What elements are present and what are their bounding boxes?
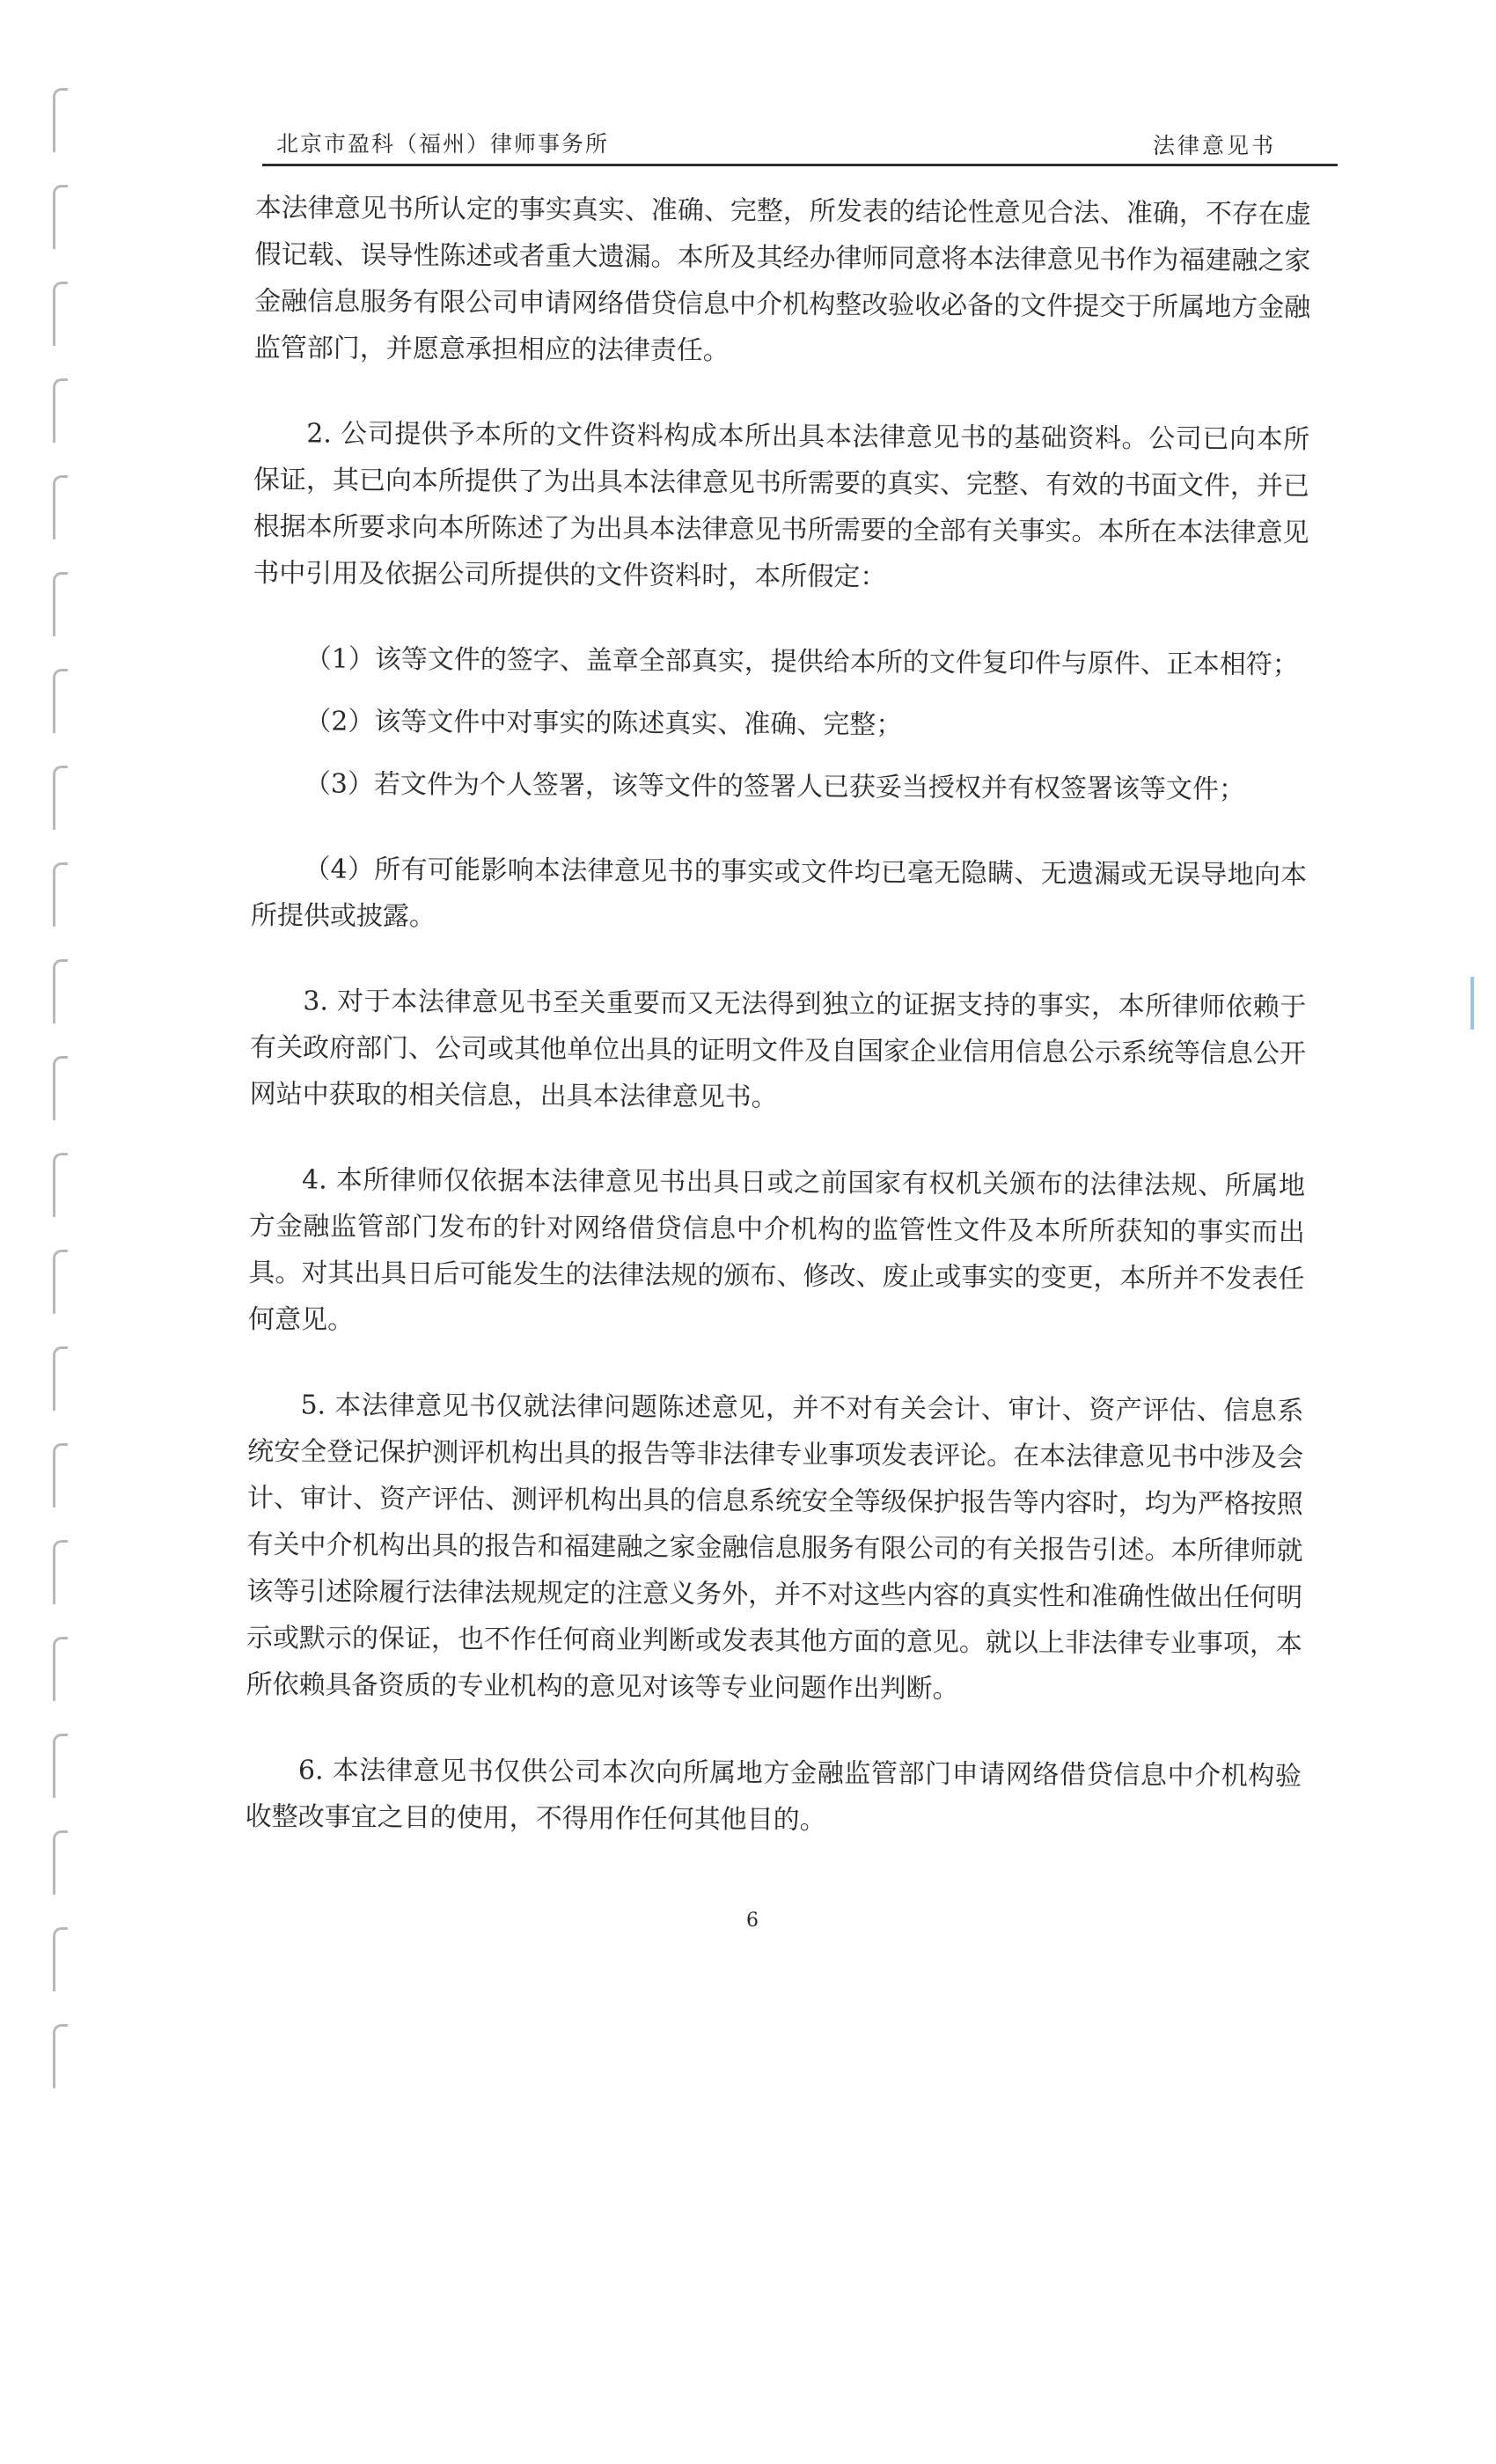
assumption-2: （2）该等文件中对事实的陈述真实、准确、完整； (304, 706, 903, 741)
binding-hole (53, 1830, 68, 1895)
binding-hole (53, 862, 68, 927)
law-firm-name: 北京市盈科（福州）律师事务所 (276, 131, 610, 157)
binding-hole (53, 1056, 68, 1120)
binding-hole (53, 1734, 68, 1798)
binding-hole (53, 88, 68, 152)
binding-hole (53, 1540, 68, 1604)
paragraph-1-continued: 本法律意见书所认定的事实真实、准确、完整，所发表的结论性意见合法、准确，不存在虚假记载、误导性陈述或者重大遗漏。本所及其经办律师同意将本法律意见书作为福建融之家金融信息服务有限公司申请网络借贷信息中介机构整改验收必备的文件提交于所属地方金融监管部门，并愿意承担相应的法律责任。 (253, 192, 1311, 367)
binding-hole (53, 378, 68, 443)
assumption-1: （1）该等文件的签字、盖章全部真实，提供给本所的文件复印件与原件、正本相符； (304, 643, 1299, 681)
binding-hole (53, 669, 68, 733)
binding-hole (53, 1637, 68, 1701)
paragraph-3: 3. 对于本法律意见书至关重要而又无法得到独立的证据支持的事实，本所律师依赖于有关政府部门、公司或其他单位出具的证明文件及自国家企业信用信息公示系统等信息公开网站中获取的相关信息，出具本法律意见书。 (249, 986, 1307, 1113)
binding-hole (53, 1443, 68, 1507)
binding-hole (53, 766, 68, 830)
binding-hole (53, 1250, 68, 1314)
paragraph-4: 4. 本所律师仅依据本法律意见书出具日或之前国家有权机关颁布的法律法规、所属地方金融监管部门发布的针对网络借贷信息中介机构的监管性文件及本所所获知的事实而出具。对其出具日后可能发生的法律法规的颁布、修改、废止或事实的变更，本所并不发表任何意见。 (248, 1164, 1306, 1336)
binding-hole (53, 572, 68, 636)
page-header (262, 114, 1338, 166)
seal-edge-mark (1470, 977, 1474, 1030)
paragraph-6: 6. 本法律意见书仅供公司本次向所属地方金融监管部门申请网络借贷信息中介机构验收整改事宜之目的使用，不得用作任何其他目的。 (245, 1755, 1302, 1836)
assumption-3: （3）若文件为个人签署，该等文件的签署人已获妥当授权并有权签署该等文件； (304, 768, 1246, 805)
binding-hole (53, 2024, 68, 2088)
binding-hole (53, 1346, 68, 1411)
binding-hole (53, 185, 68, 249)
binding-hole (53, 1927, 68, 1991)
binding-hole (53, 1153, 68, 1217)
binding-hole (53, 282, 68, 346)
binding-hole (53, 475, 68, 539)
binding-holes (46, 88, 81, 2059)
paragraph-5: 5. 本法律意见书仅就法律问题陈述意见，并不对有关会计、审计、资产评估、信息系统安全登记保护测评机构出具的报告等非法律专业事项发表评论。在本法律意见书中涉及会计、审计、资产评估、测评机构出具的信息系统安全等级保护报告等内容时，均为严格按照有关中介机构出具的报告和福建融之家金融信息服务有限公司的有关报告引述。本所律师就该等引述除履行法律法规规定的注意义务外，并不对这些内容的真实性和准确性做出任何明示或默示的保证，也不作任何商业判断或发表其他方面的意见。就以上非法律专业事项，本所依赖具备资质的专业机构的意见对该等专业问题作出判断。 (246, 1390, 1304, 1705)
document-title: 法律意见书 (1152, 133, 1276, 158)
paragraph-2: 2. 公司提供予本所的文件资料构成本所出具本法律意见书的基础资料。公司已向本所保证，其已向本所提供了为出具本法律意见书所需要的真实、完整、有效的书面文件，并已根据本所要求向本所陈述了为出具本法律意见书所需要的全部有关事实。本所在本法律意见书中引用及依据公司所提供的文件资料时，本所假定： (253, 418, 1310, 593)
page-number: 6 (746, 1910, 759, 1932)
document-body (246, 185, 1311, 1846)
binding-hole (53, 959, 68, 1023)
assumption-4: （4）所有可能影响本法律意见书的事实或文件均已毫无隐瞒、无遗漏或无误导地向本所提供或披露。 (250, 854, 1308, 933)
